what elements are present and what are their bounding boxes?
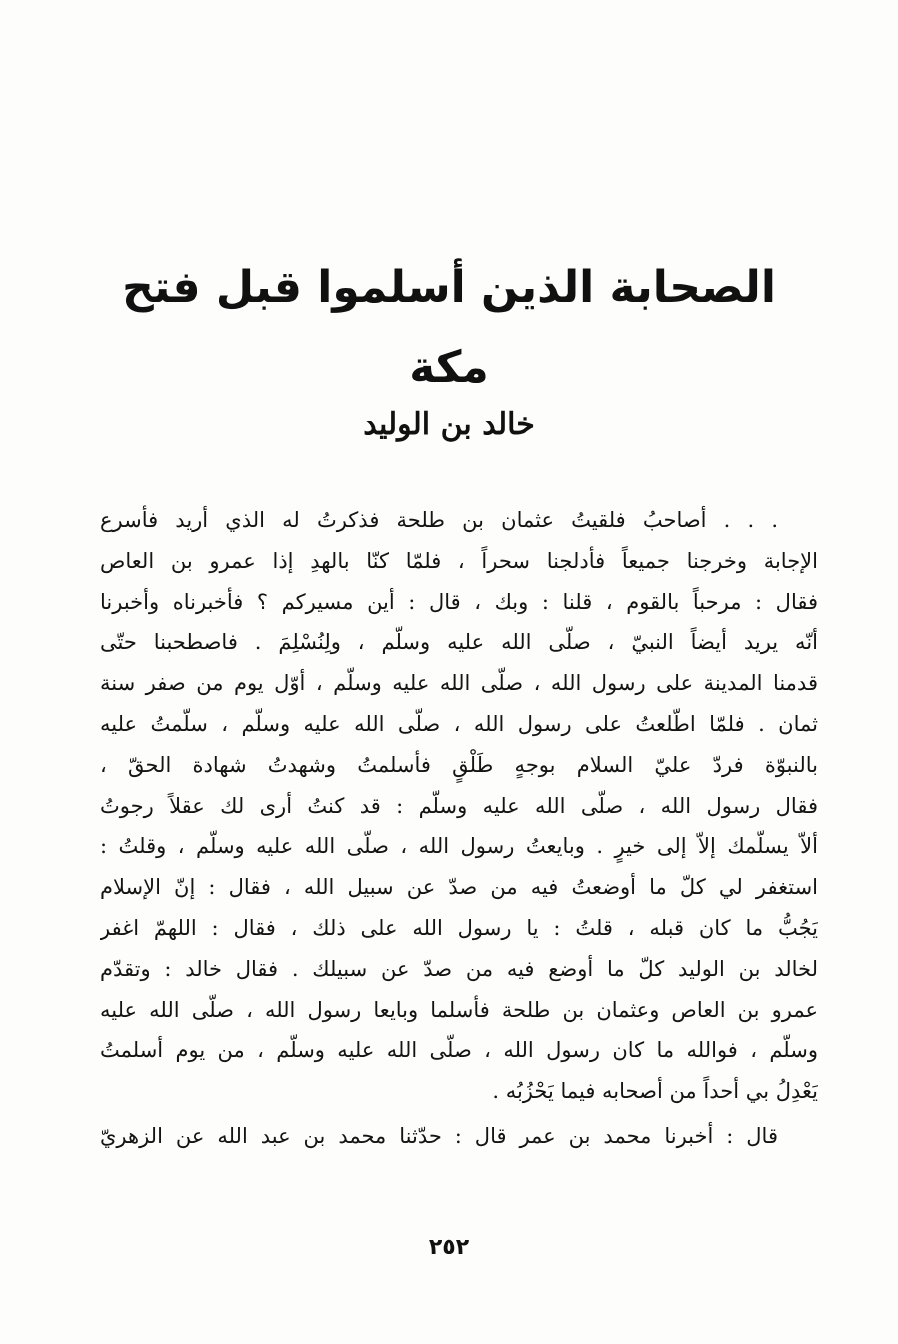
text-line: استغفر لي كلّ ما أوضعتُ فيه من صدّ عن سبيل الله ، فقال : إنّ الإسلام xyxy=(100,875,818,900)
text-line: ثمان . فلمّا اطّلعتُ على رسول الله ، صلّى الله عليه وسلّم ، سلّمتُ عليه xyxy=(100,711,818,736)
text-line: ألاّ يسلّمك إلاّ إلى خيرٍ . وبايعتُ رسول الله ، صلّى الله عليه وسلّم ، وقلتُ : xyxy=(100,834,818,859)
text-line: وسلّم ، فوالله ما كان رسول الله ، صلّى الله عليه وسلّم ، من يوم أسلمتُ xyxy=(100,1038,818,1063)
chapter-title: الصحابة الذين أسلموا قبل فتح مكة xyxy=(122,262,776,393)
text-line: قدمنا المدينة على رسول الله ، صلّى الله عليه وسلّم ، أوّل يوم من صفر سنة xyxy=(100,671,818,696)
text-line: عمرو بن العاص وعثمان بن طلحة فأسلما وبايعا رسول الله ، صلّى الله عليه xyxy=(100,997,818,1022)
text-line: الإجابة وخرجنا جميعاً فأدلجنا سحراً ، فلمّا كنّا بالهدِ إذا عمرو بن العاص xyxy=(100,548,818,573)
text-line: بالنبوّة فردّ عليّ السلام بوجهٍ طَلْقٍ فأسلمتُ وشهدتُ شهادة الحقّ ، xyxy=(100,752,818,777)
text-line: . . . أصاحبُ فلقيتُ عثمان بن طلحة فذكرتُ له الذي أريد فأسرع xyxy=(100,508,778,532)
section-title: خالد بن الوليد xyxy=(363,407,535,442)
page-number: ٢٥٢ xyxy=(428,1235,470,1260)
text-line: أنّه يريد أيضاً النبيّ ، صلّى الله عليه وسلّم ، ولِنُسْلِمَ . فاصطحبنا حتّى xyxy=(100,630,818,655)
text-line: فقال رسول الله ، صلّى الله عليه وسلّم : قد كنتُ أرى لك عقلاً رجوتُ xyxy=(100,793,818,818)
body-text xyxy=(100,500,818,1157)
text-line: يَعْدِلُ بي أحداً من أصحابه فيما يَحْزُبُه . xyxy=(492,1079,818,1104)
text-line: لخالد بن الوليد كلّ ما أوضع فيه من صدّ عن سبيلك . فقال خالد : وتقدّم xyxy=(100,956,818,981)
text-line: يَجُبُّ ما كان قبله ، قلتُ : يا رسول الله على ذلك ، فقال : اللهمّ اغفر xyxy=(100,915,818,940)
next-paragraph-line: قال : أخبرنا محمد بن عمر قال : حدّثنا محمد بن عبد الله عن الزهريّ xyxy=(100,1123,778,1148)
text-line: فقال : مرحباً بالقوم ، قلنا : وبك ، قال : أين مسيركم ؟ فأخبرناه وأخبرنا xyxy=(100,589,818,614)
